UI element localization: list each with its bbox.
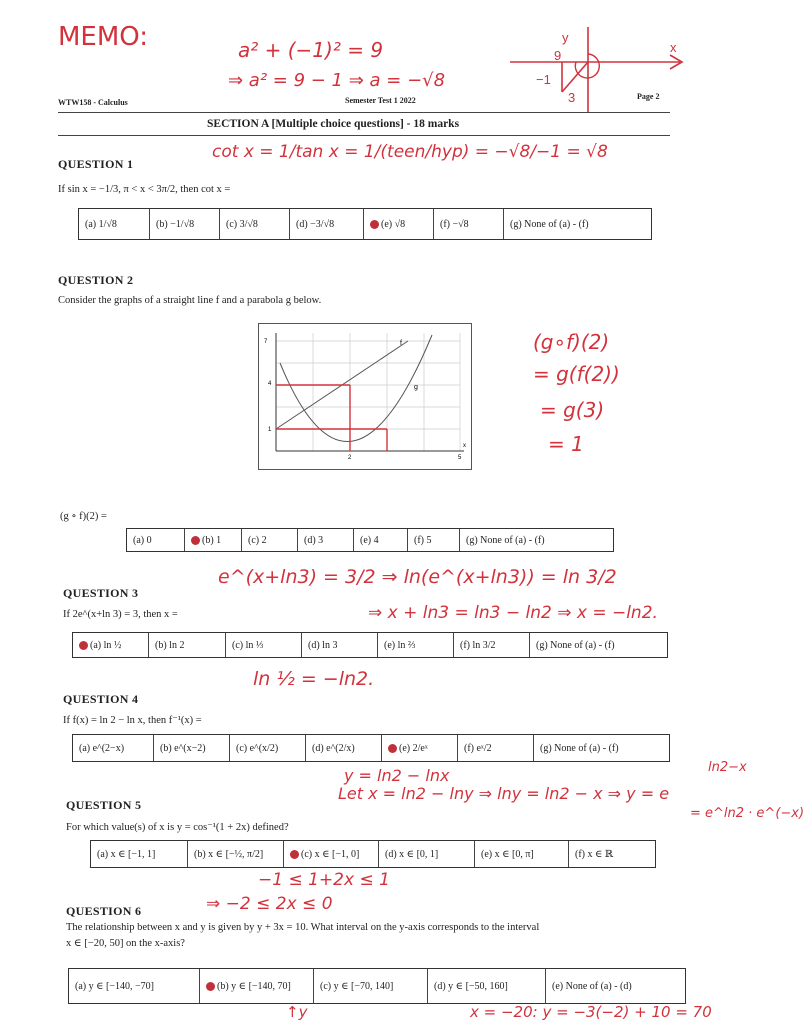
- question-1-options: [78, 208, 652, 240]
- q3-option-f-label: (f) ln 3/2: [460, 639, 496, 651]
- q3-option-g-label: (g) None of (a) - (f): [536, 639, 615, 651]
- q4-working-1: y = ln2 − lnx: [344, 766, 450, 785]
- q4-working-4: = e^ln2 · e^(−x): [690, 806, 804, 821]
- q2-option-c-label: (c) 2: [248, 534, 267, 546]
- question-2-title: QUESTION 2: [58, 273, 134, 287]
- q2-option-e[interactable]: [353, 529, 407, 551]
- test-label: Semester Test 1 2022: [345, 96, 416, 105]
- q4-option-d[interactable]: [305, 735, 381, 761]
- question-6-text-line-1: The relationship between x and y is given by y + 3x = 10. What interval on the y-axis corresponds to the interval: [66, 922, 540, 933]
- q4-working-2: Let x = ln2 − lny ⇒ lny = ln2 − x ⇒ y = e: [338, 784, 670, 803]
- q2-option-g-label: (g) None of (a) - (f): [466, 534, 545, 546]
- question-5-options: [90, 840, 656, 868]
- q5-option-c[interactable]: [283, 841, 378, 867]
- q5-option-a-label: (a) x ∈ [−1, 1]: [97, 848, 156, 860]
- q2-option-b[interactable]: [184, 529, 241, 551]
- q2-option-b-label: (b) 1: [202, 534, 222, 546]
- q3-working-3: ln ½ = −ln2.: [253, 668, 375, 690]
- q1-working: cot x = 1/tan x = 1/(teen/hyp) = −√8/−1 = √8: [212, 142, 608, 162]
- q4-option-c[interactable]: [229, 735, 305, 761]
- question-5-title: QUESTION 5: [66, 798, 142, 812]
- question-2-options: [126, 528, 614, 552]
- question-1-title: QUESTION 1: [58, 157, 134, 171]
- q3-option-f[interactable]: [453, 633, 529, 657]
- q3-option-a[interactable]: [73, 633, 148, 657]
- diagram-label-adj: 3: [568, 90, 576, 105]
- question-2-text: Consider the graphs of a straight line f and a parabola g below.: [58, 295, 322, 306]
- q4-option-b-label: (b) e^(x−2): [160, 742, 206, 754]
- q2-working-line-1: (g∘f)(2): [533, 330, 610, 354]
- q1-option-a-label: (a) 1/√8: [85, 218, 117, 230]
- question-6-options: [68, 968, 686, 1004]
- q4-option-b[interactable]: [153, 735, 229, 761]
- question-6-text-line-2: x ∈ [−20, 50] on the x-axis?: [66, 938, 185, 949]
- selected-answer-mark-icon: [370, 220, 379, 229]
- q6-option-d[interactable]: [427, 969, 545, 1003]
- memo-equation-2: ⇒ a² = 9 − 1 ⇒ a = −√8: [228, 70, 446, 91]
- question-1-text: If sin x = −1/3, π < x < 3π/2, then cot x =: [58, 184, 231, 195]
- q3-option-d-label: (d) ln 3: [308, 639, 338, 651]
- q6-option-a-label: (a) y ∈ [−140, −70]: [75, 980, 154, 992]
- q2-option-a[interactable]: [127, 529, 184, 551]
- q3-option-b[interactable]: [148, 633, 225, 657]
- q5-option-e-label: (e) x ∈ [0, π]: [481, 848, 534, 860]
- q4-option-d-label: (d) e^(2/x): [312, 742, 355, 754]
- q2-working-line-2: = g(f(2)): [533, 362, 620, 386]
- memo-heading: MEMO:: [58, 22, 149, 52]
- q6-option-c-label: (c) y ∈ [−70, 140]: [320, 980, 394, 992]
- graph-f-and-g: [258, 323, 472, 470]
- q4-option-g-label: (g) None of (a) - (f): [540, 742, 619, 754]
- section-rule: [58, 135, 670, 136]
- page-number: Page 2: [637, 92, 660, 101]
- memo-equation-1: a² + (−1)² = 9: [238, 38, 384, 62]
- x-axis-label: x: [463, 443, 466, 449]
- q6-option-e-label: (e) None of (a) - (d): [552, 980, 632, 992]
- question-6-title: QUESTION 6: [66, 904, 142, 918]
- q1-option-f-label: (f) −√8: [440, 218, 469, 230]
- q4-option-e-label: (e) 2/eˣ: [399, 742, 428, 754]
- q4-option-g[interactable]: [533, 735, 669, 761]
- q1-option-b[interactable]: [149, 209, 219, 239]
- header-rule: [58, 112, 670, 113]
- q5-option-d[interactable]: [378, 841, 474, 867]
- q6-option-b[interactable]: [199, 969, 313, 1003]
- section-title: SECTION A [Multiple choice questions] - 18 marks: [207, 118, 460, 130]
- q5-option-e[interactable]: [474, 841, 568, 867]
- q3-working-2: ⇒ x + ln3 = ln3 − ln2 ⇒ x = −ln2.: [368, 603, 658, 623]
- q1-option-c-label: (c) 3/√8: [226, 218, 258, 230]
- q2-option-d[interactable]: [297, 529, 353, 551]
- q5-option-c-label: (c) x ∈ [−1, 0]: [301, 848, 360, 860]
- q3-option-d[interactable]: [301, 633, 377, 657]
- q6-option-b-label: (b) y ∈ [−140, 70]: [217, 980, 291, 992]
- parabola-g-label: g: [414, 384, 418, 391]
- q5-option-d-label: (d) x ∈ [0, 1]: [385, 848, 439, 860]
- q5-working-2: ⇒ −2 ≤ 2x ≤ 0: [206, 894, 333, 914]
- x-tick-5: 5: [458, 455, 462, 461]
- q1-option-d[interactable]: [289, 209, 363, 239]
- q1-option-g[interactable]: [503, 209, 651, 239]
- q4-working-3: ln2−x: [708, 760, 747, 775]
- q5-option-a[interactable]: [91, 841, 187, 867]
- question-3-options: [72, 632, 668, 658]
- q4-option-f-label: (f) eˣ/2: [464, 742, 492, 754]
- q2-option-g[interactable]: [459, 529, 613, 551]
- question-2-prompt: (g ∘ f)(2) =: [60, 511, 107, 522]
- selected-answer-mark-icon: [191, 536, 200, 545]
- question-3-title: QUESTION 3: [63, 586, 139, 600]
- q2-working-line-3: = g(3): [540, 398, 605, 422]
- y-tick-4: 4: [268, 381, 272, 387]
- q1-option-e[interactable]: [363, 209, 433, 239]
- selected-answer-mark-icon: [388, 744, 397, 753]
- q6-working-2: ↑y: [286, 1003, 308, 1021]
- q5-option-b[interactable]: [187, 841, 283, 867]
- selected-answer-mark-icon: [290, 850, 299, 859]
- handwritten-quadrant-diagram: [500, 22, 690, 117]
- q3-option-c-label: (c) ln ⅓: [232, 639, 264, 651]
- selected-answer-mark-icon: [206, 982, 215, 991]
- q3-option-b-label: (b) ln 2: [155, 639, 185, 651]
- q4-option-a-label: (a) e^(2−x): [79, 742, 125, 754]
- q6-option-a[interactable]: [69, 969, 199, 1003]
- selected-answer-mark-icon: [79, 641, 88, 650]
- question-4-title: QUESTION 4: [63, 692, 139, 706]
- q3-option-c[interactable]: [225, 633, 301, 657]
- question-3-text: If 2e^(x+ln 3) = 3, then x =: [63, 609, 178, 620]
- q2-option-a-label: (a) 0: [133, 534, 152, 546]
- q1-option-a[interactable]: [79, 209, 149, 239]
- diagram-label-hyp: 9: [554, 48, 562, 63]
- course-label: WTW158 - Calculus: [58, 98, 128, 107]
- q2-option-c[interactable]: [241, 529, 297, 551]
- x-tick-2: 2: [348, 455, 352, 461]
- y-tick-1: 1: [268, 427, 272, 433]
- q3-working-1: e^(x+ln3) = 3/2 ⇒ ln(e^(x+ln3)) = ln 3/2: [218, 566, 617, 588]
- q1-option-d-label: (d) −3/√8: [296, 218, 335, 230]
- q2-option-f[interactable]: [407, 529, 459, 551]
- q1-option-b-label: (b) −1/√8: [156, 218, 195, 230]
- q1-option-g-label: (g) None of (a) - (f): [510, 218, 589, 230]
- q5-working-1: −1 ≤ 1+2x ≤ 1: [258, 870, 390, 890]
- diagram-label-y: y: [562, 30, 569, 45]
- question-4-text: If f(x) = ln 2 − ln x, then f⁻¹(x) =: [63, 715, 202, 726]
- q2-option-d-label: (d) 3: [304, 534, 324, 546]
- q1-option-e-label: (e) √8: [381, 218, 406, 230]
- q5-option-b-label: (b) x ∈ [−½, π/2]: [194, 848, 264, 860]
- q2-option-e-label: (e) 4: [360, 534, 379, 546]
- y-tick-7: 7: [264, 339, 268, 345]
- q2-option-f-label: (f) 5: [414, 534, 432, 546]
- diagram-label-opp: −1: [536, 72, 551, 87]
- q1-option-f[interactable]: [433, 209, 503, 239]
- line-f-label: f: [400, 340, 402, 347]
- q6-working-1: x = −20: y = −3(−2) + 10 = 70: [470, 1003, 712, 1021]
- q5-option-f-label: (f) x ∈ ℝ: [575, 848, 614, 860]
- q6-option-d-label: (d) y ∈ [−50, 160]: [434, 980, 508, 992]
- question-5-text: For which value(s) of x is y = cos⁻¹(1 + 2x) defined?: [66, 822, 289, 833]
- q5-option-f[interactable]: [568, 841, 655, 867]
- q3-option-g[interactable]: [529, 633, 667, 657]
- q2-working-line-4: = 1: [548, 432, 584, 456]
- q4-option-c-label: (c) e^(x/2): [236, 742, 279, 754]
- question-4-options: [72, 734, 670, 762]
- q1-option-c[interactable]: [219, 209, 289, 239]
- q4-option-f[interactable]: [457, 735, 533, 761]
- q3-option-e-label: (e) ln ⅔: [384, 639, 416, 651]
- diagram-label-x: x: [670, 40, 677, 55]
- q6-option-c[interactable]: [313, 969, 427, 1003]
- q6-option-e[interactable]: [545, 969, 685, 1003]
- q3-option-e[interactable]: [377, 633, 453, 657]
- q4-option-e[interactable]: [381, 735, 457, 761]
- q4-option-a[interactable]: [73, 735, 153, 761]
- q3-option-a-label: (a) ln ½: [90, 639, 122, 651]
